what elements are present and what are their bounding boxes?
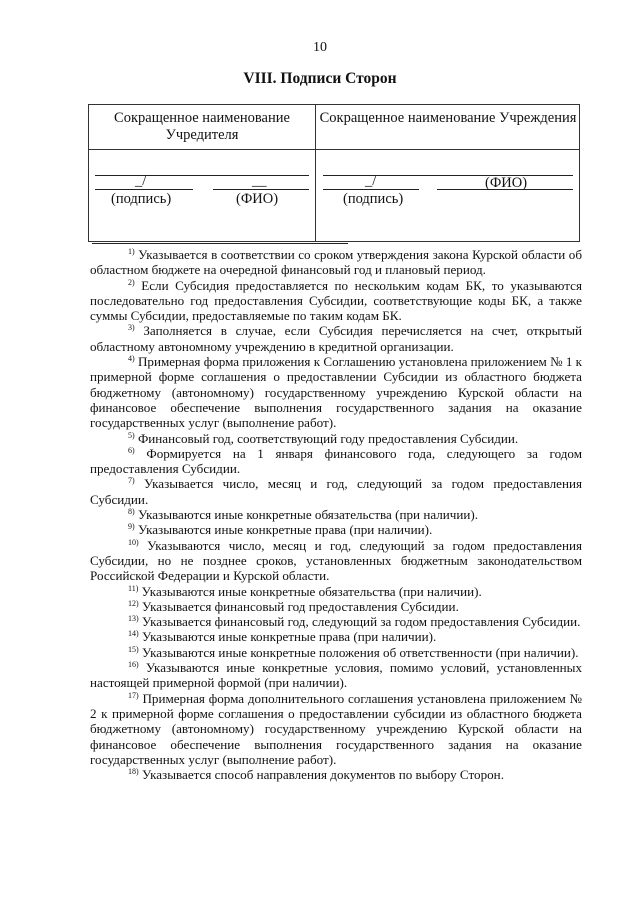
footnote-number: 3) (128, 323, 135, 333)
footnote-number: 7) (128, 476, 135, 486)
footnote-text: Формируется на 1 января финансового года, следующего за годом предоставления Субсидии. (90, 445, 582, 477)
footnote-number: 11) (128, 583, 139, 593)
founder-sign-mark: _/ (135, 173, 147, 189)
footnote (90, 645, 582, 660)
footnote-text: Финансовый год, соответствующий году предоставления Субсидии. (137, 430, 519, 446)
footnote (90, 354, 582, 430)
footnote-number: 5) (128, 430, 135, 440)
footnote (90, 522, 582, 537)
institution-sign-mark: _/ (365, 173, 377, 189)
footnote-text: Если Субсидия предоставляется по нескольким кодам БК, то указываются последовательно год предоставления Субсидии, соответствующие коды БК, а также суммы Субсидии, предоставляемые по таким кодам БК. (90, 277, 582, 324)
footnote-text: Указывается способ направления документов по выбору Сторон. (141, 767, 504, 783)
footnote-separator (92, 243, 348, 244)
footnote-text: Указывается финансовый год, следующий за годом предоставления Субсидии. (141, 614, 581, 630)
founder-name-dash: __ (252, 173, 267, 189)
footnote-text: Указываются число, месяц и год, следующий за годом предоставления Субсидии, но не позднее сроков, установленных бюджетным законодательством Российской Федерации и Курской области. (90, 537, 582, 584)
table-row-divider (89, 149, 579, 150)
footnote (90, 507, 582, 522)
footnote (90, 446, 582, 477)
footnote (90, 691, 582, 767)
founder-header: Сокращенное наименование Учредителя (114, 110, 290, 143)
footnote (90, 660, 582, 691)
footnote-text: Указываются иные конкретные обязательства (при наличии). (141, 583, 482, 599)
footnote-text: Примерная форма дополнительного соглашения установлена приложением № 2 к примерной форме соглашения о предоставлении субсидии из областного бюджета бюджетному (автономному) государственному учреждению Курской области на финансовое обеспечение выполнения государственного задания на оказание государственных услуг (выполнение работ). (90, 690, 583, 767)
footnote (90, 431, 582, 446)
institution-signature-line-top (323, 175, 573, 176)
footnote-number: 10) (128, 537, 139, 547)
footnote-text: Указываются иные конкретные положения об ответственности (при наличии). (141, 644, 579, 660)
founder-signature-label: (подпись) (111, 191, 172, 207)
footnote-number: 9) (128, 522, 135, 532)
footnote-number: 14) (128, 629, 139, 639)
footnote-text: Указываются иные конкретные права (при наличии). (141, 629, 437, 645)
footnote-number: 16) (128, 660, 139, 670)
footnote-number: 13) (128, 614, 139, 624)
founder-signature-line-top (95, 175, 309, 176)
footnote-number: 1) (128, 247, 135, 256)
signature-table (88, 104, 580, 242)
institution-header: Сокращенное наименование Учреждения (319, 110, 577, 126)
footnote-text: Указывается в соответствии со сроком утверждения закона Курской области об областном бюджете на очередной финансовый год и плановый период. (90, 247, 582, 278)
footnote-number: 2) (128, 277, 135, 287)
footnote-text: Примерная форма приложения к Соглашению установлена приложением № 1 к примерной форме соглашения о предоставлении Субсидии из областного бюджета бюджетному (автономному) государственному учреждению Курской области на финансовое обеспечение выполнения государственного задания на оказание государственных услуг (выполнение работ). (90, 354, 583, 431)
footnote-number: 8) (128, 507, 135, 517)
footnote-number: 12) (128, 598, 139, 608)
footnote (90, 278, 582, 324)
footnote (90, 476, 582, 507)
footnote-text: Указываются иные конкретные права (при наличии). (137, 522, 433, 538)
section-title: VIII. Подписи Сторон (243, 70, 397, 87)
institution-signature-label: (подпись) (343, 191, 404, 207)
footnote (90, 247, 582, 278)
footnote-text: Указываются иные конкретные условия, помимо условий, установленных настоящей примерной формой (при наличии). (90, 660, 582, 691)
footnote (90, 767, 582, 782)
footnote-number: 18) (128, 767, 139, 777)
footnote-number: 6) (128, 445, 135, 455)
footnote (90, 614, 582, 629)
footnote-number: 4) (128, 354, 135, 364)
footnote-text: Указывается финансовый год предоставления Субсидии. (141, 598, 459, 614)
footnote (90, 538, 582, 584)
footnote-number: 15) (128, 644, 139, 654)
footnote-number: 17) (128, 690, 139, 700)
footnote (90, 584, 582, 599)
footnote-text: Заполняется в случае, если Субсидия перечисляется на счет, открытый областному автономному учреждению в кредитной организации. (90, 323, 582, 354)
footnote (90, 629, 582, 644)
footnote (90, 599, 582, 614)
page-number: 10 (313, 40, 327, 55)
footnote (90, 323, 582, 354)
footnote-text: Указывается число, месяц и год, следующий за годом предоставления Субсидии. (90, 476, 583, 507)
institution-name-label: (ФИО) (485, 175, 528, 191)
footnotes (90, 247, 582, 782)
footnote-text: Указываются иные конкретные обязательства (при наличии). (137, 507, 479, 523)
founder-name-label: (ФИО) (236, 191, 279, 207)
